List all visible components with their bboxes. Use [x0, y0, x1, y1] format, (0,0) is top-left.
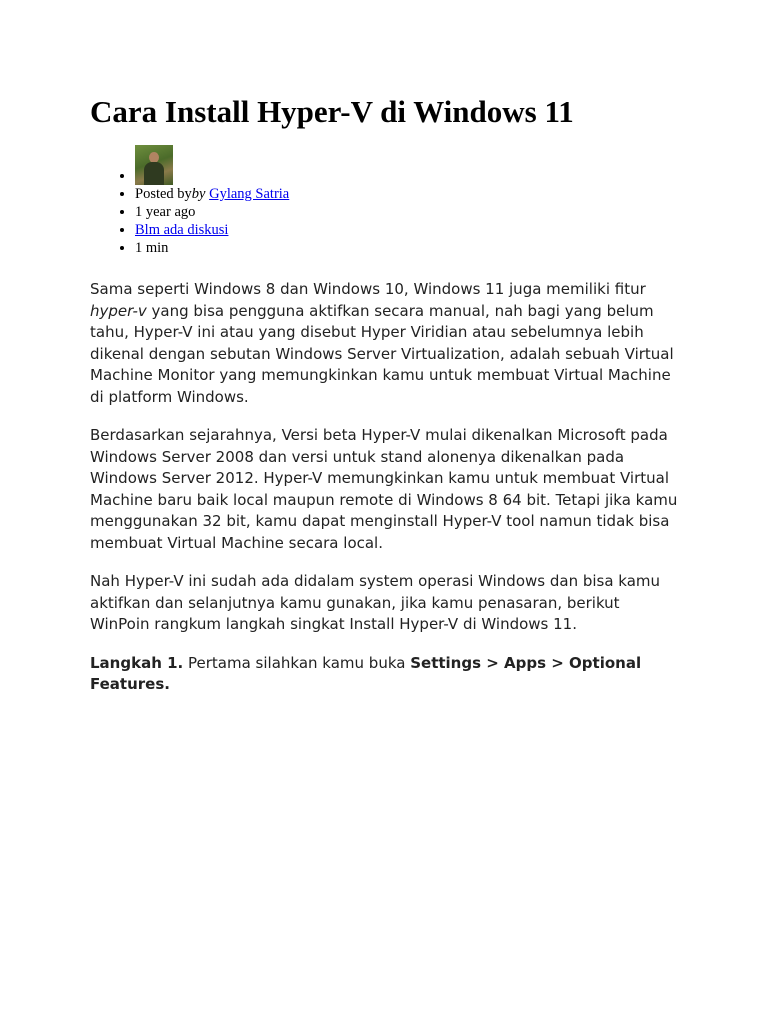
meta-item-read-time	[135, 239, 289, 257]
paragraph-1-rest: yang bisa pengguna aktifkan secara manual, nah bagi yang belum tahu, Hyper-V ini atau yang disebut Hyper Viridian atau sebelumnya lebih dikenal dengan sebutan Windows Server Virtualization, adalah sebuah Virtual Machine Monitor yang memungkinkan kamu untuk membuat Virtual Machine di platform Windows.	[90, 301, 674, 406]
meta-item-comments	[135, 221, 289, 239]
step-label: Langkah 1.	[90, 653, 184, 672]
avatar[interactable]	[135, 145, 173, 185]
paragraph-1-start: Sama seperti Windows 8 dan Windows 10, Windows 11 juga memiliki fitur	[90, 280, 646, 298]
paragraph-2: Berdasarkan sejarahnya, Versi beta Hyper-V mulai dikenalkan Microsoft pada Windows Server 2008 dan versi untuk stand alonenya dikenalkan pada Windows Server 2012. Hyper-V memungkinkan kamu untuk membuat Virtual Machine baru baik local maupun remote di Windows 8 64 bit. Tetapi jika kamu menggunakan 32 bit, kamu dapat menginstall Hyper-V tool namun tidak bisa membuat Virtual Machine secara local.	[90, 426, 678, 552]
meta-item-author	[135, 185, 289, 203]
read-time: 1 min	[135, 240, 169, 256]
posted-by-italic: by	[191, 186, 206, 202]
post-meta-list	[90, 145, 289, 257]
author-link[interactable]: Gylang Satria	[209, 186, 290, 202]
posted-by-label: Posted by	[135, 186, 192, 202]
paragraph-4	[90, 653, 680, 696]
step-text: Pertama silahkan kamu buka	[183, 653, 411, 672]
meta-item-time	[135, 203, 289, 221]
time-ago: 1 year ago	[135, 204, 196, 220]
paragraph-1	[90, 279, 680, 408]
comments-link[interactable]: Blm ada diskusi	[135, 222, 229, 238]
avatar-body	[144, 162, 164, 185]
paragraph-3: Nah Hyper-V ini sudah ada didalam system operasi Windows dan bisa kamu aktifkan dan selanjutnya kamu gunakan, jika kamu penasaran, berikut WinPoin rangkum langkah singkat Install Hyper-V di Windows 11.	[90, 572, 661, 633]
meta-item-avatar	[135, 145, 289, 185]
page-title: Cara Install Hyper-V di Windows 11	[90, 94, 574, 129]
hyper-v-term: hyper-v	[90, 301, 147, 320]
article-body	[90, 279, 680, 713]
settings-path: Settings > Apps > Optional Features.	[90, 653, 642, 693]
